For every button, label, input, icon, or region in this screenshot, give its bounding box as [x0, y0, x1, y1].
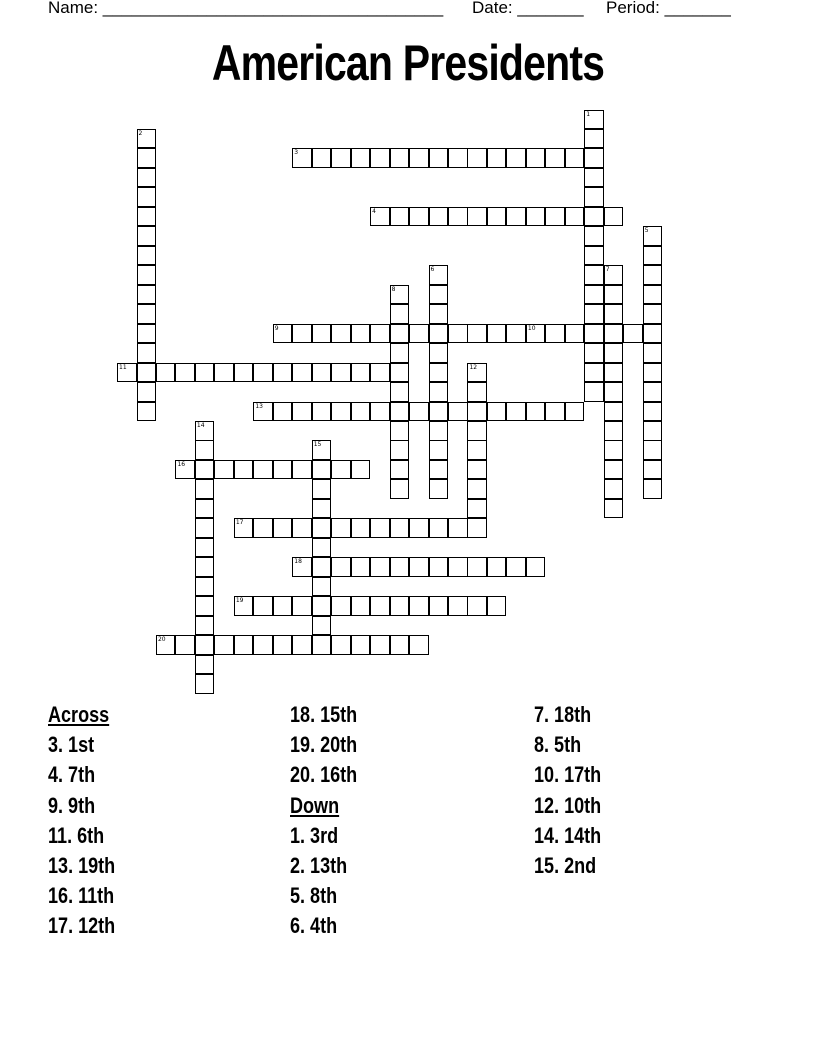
crossword-cell[interactable]: [390, 343, 410, 363]
crossword-cell[interactable]: [331, 148, 351, 168]
crossword-cell[interactable]: [487, 324, 507, 344]
crossword-cell[interactable]: [643, 402, 663, 422]
crossword-cell[interactable]: [137, 382, 157, 402]
clue-item: 7. 18th: [534, 702, 592, 727]
crossword-cell[interactable]: [643, 440, 663, 460]
clue-item: 1. 3rd: [290, 822, 339, 848]
crossword-cell[interactable]: [604, 304, 624, 324]
crossword-cell[interactable]: [565, 402, 585, 422]
clue-number: 17: [235, 519, 244, 527]
crossword-cell[interactable]: [390, 421, 410, 441]
crossword-cell[interactable]: [253, 402, 273, 422]
crossword-cell[interactable]: [487, 148, 507, 168]
crossword-cell[interactable]: [253, 635, 273, 655]
crossword-cell[interactable]: [429, 557, 449, 577]
crossword-cell[interactable]: [409, 402, 429, 422]
crossword-cell[interactable]: [370, 402, 390, 422]
crossword-cell[interactable]: [137, 324, 157, 344]
crossword-cell[interactable]: [312, 479, 332, 499]
crossword-cell[interactable]: [253, 460, 273, 480]
crossword-cell[interactable]: [545, 207, 565, 227]
crossword-cell[interactable]: [487, 402, 507, 422]
crossword-cell[interactable]: [429, 148, 449, 168]
crossword-cell[interactable]: [467, 518, 487, 538]
crossword-cell[interactable]: [137, 402, 157, 422]
clue-item: 14. 14th: [534, 822, 602, 848]
crossword-cell[interactable]: [565, 148, 585, 168]
crossword-cell[interactable]: [292, 557, 312, 577]
crossword-cell[interactable]: [448, 402, 468, 422]
crossword-cell[interactable]: [331, 557, 351, 577]
crossword-cell[interactable]: [604, 207, 624, 227]
crossword-cell[interactable]: [273, 518, 293, 538]
crossword-cell[interactable]: [312, 577, 332, 597]
crossword-cell[interactable]: [390, 479, 410, 499]
crossword-cell[interactable]: [195, 635, 215, 655]
crossword-cell[interactable]: [584, 324, 604, 344]
crossword-cell[interactable]: [409, 596, 429, 616]
crossword-cell[interactable]: [467, 148, 487, 168]
crossword-cell[interactable]: [526, 557, 546, 577]
clue-column-2: [290, 700, 357, 942]
crossword-cell[interactable]: [195, 363, 215, 383]
clue-number: 16: [177, 460, 186, 468]
crossword-cell[interactable]: [273, 402, 293, 422]
crossword-cell[interactable]: [448, 207, 468, 227]
clue-number: 13: [255, 402, 263, 410]
crossword-cell[interactable]: [390, 304, 410, 324]
crossword-cell[interactable]: [429, 265, 449, 285]
crossword-cell[interactable]: [312, 518, 332, 538]
crossword-cell[interactable]: [643, 343, 663, 363]
clue-item: 16. 11th: [48, 883, 115, 909]
crossword-cell[interactable]: [390, 596, 410, 616]
crossword-cell[interactable]: [429, 596, 449, 616]
crossword-cell[interactable]: [604, 363, 624, 383]
crossword-cell[interactable]: [390, 557, 410, 577]
crossword-cell[interactable]: [467, 382, 487, 402]
crossword-cell[interactable]: [643, 285, 663, 305]
crossword-cell[interactable]: [409, 635, 429, 655]
crossword-cell[interactable]: [643, 421, 663, 441]
crossword-cell[interactable]: [370, 557, 390, 577]
clue-item: 8. 5th: [534, 732, 582, 758]
crossword-cell[interactable]: [409, 148, 429, 168]
crossword-cell[interactable]: [448, 596, 468, 616]
crossword-cell[interactable]: [584, 226, 604, 246]
crossword-cell[interactable]: [137, 168, 157, 188]
clue-column-3: [534, 700, 601, 881]
crossword-cell[interactable]: [351, 557, 371, 577]
crossword-cell[interactable]: [312, 596, 332, 616]
crossword-cell[interactable]: [467, 596, 487, 616]
crossword-cell[interactable]: [584, 343, 604, 363]
crossword-cell[interactable]: [137, 304, 157, 324]
crossword-cell[interactable]: [448, 518, 468, 538]
crossword-cell[interactable]: [390, 363, 410, 383]
crossword-cell[interactable]: [292, 635, 312, 655]
crossword-cell[interactable]: [273, 460, 293, 480]
crossword-cell[interactable]: [137, 226, 157, 246]
clue-number: 14: [196, 422, 205, 430]
crossword-cell[interactable]: [487, 207, 507, 227]
crossword-cell[interactable]: [195, 440, 215, 460]
crossword-cell[interactable]: [312, 557, 332, 577]
crossword-cell[interactable]: [331, 596, 351, 616]
crossword-cell[interactable]: [506, 402, 526, 422]
crossword-cell[interactable]: [331, 363, 351, 383]
crossword-cell[interactable]: [429, 402, 449, 422]
crossword-cell[interactable]: [292, 324, 312, 344]
crossword-cell[interactable]: [292, 518, 312, 538]
crossword-cell[interactable]: [175, 363, 195, 383]
crossword-cell[interactable]: [584, 285, 604, 305]
crossword-cell[interactable]: [195, 557, 215, 577]
date-field[interactable]: Date: _______: [472, 0, 584, 17]
crossword-cell[interactable]: [467, 557, 487, 577]
crossword-cell[interactable]: [292, 363, 312, 383]
clue-number: 4: [372, 207, 376, 215]
crossword-cell[interactable]: [351, 635, 371, 655]
crossword-cell[interactable]: [292, 148, 312, 168]
crossword-cell[interactable]: [370, 635, 390, 655]
clue-number: 7: [605, 266, 610, 274]
crossword-cell[interactable]: [370, 596, 390, 616]
crossword-cell[interactable]: [195, 655, 215, 675]
crossword-cell[interactable]: [390, 440, 410, 460]
crossword-cell[interactable]: [175, 635, 195, 655]
crossword-cell[interactable]: [429, 207, 449, 227]
crossword-cell[interactable]: [195, 538, 215, 558]
crossword-cell[interactable]: [390, 285, 410, 305]
crossword-cell[interactable]: [584, 129, 604, 149]
crossword-cell[interactable]: [604, 479, 624, 499]
crossword-cell[interactable]: [643, 265, 663, 285]
crossword-cell[interactable]: [137, 187, 157, 207]
crossword-cell[interactable]: [390, 382, 410, 402]
crossword-cell[interactable]: [429, 440, 449, 460]
crossword-cell[interactable]: [467, 421, 487, 441]
crossword-cell[interactable]: [429, 363, 449, 383]
clue-item: 6. 4th: [290, 913, 338, 939]
crossword-cell[interactable]: [195, 596, 215, 616]
crossword-cell[interactable]: [390, 207, 410, 227]
crossword-cell[interactable]: [253, 596, 273, 616]
crossword-cell[interactable]: [370, 363, 390, 383]
clue-item: 5. 8th: [290, 883, 338, 909]
clue-section-heading: Across: [48, 702, 110, 727]
crossword-cell[interactable]: [331, 460, 351, 480]
crossword-cell[interactable]: [312, 440, 332, 460]
crossword-cell[interactable]: [312, 499, 332, 519]
crossword-cell[interactable]: [467, 402, 487, 422]
crossword-cell[interactable]: [175, 460, 195, 480]
clue-item: 11. 6th: [48, 822, 105, 848]
crossword-cell[interactable]: [604, 402, 624, 422]
crossword-cell[interactable]: [312, 363, 332, 383]
crossword-cell[interactable]: [584, 363, 604, 383]
crossword-cell[interactable]: [584, 207, 604, 227]
crossword-cell[interactable]: [448, 324, 468, 344]
crossword-cell[interactable]: [331, 635, 351, 655]
crossword-cell[interactable]: [604, 343, 624, 363]
crossword-cell[interactable]: [292, 596, 312, 616]
clue-number: 3: [294, 149, 299, 157]
crossword-cell[interactable]: [604, 460, 624, 480]
clue-number: 18: [294, 558, 302, 566]
crossword-cell[interactable]: [370, 148, 390, 168]
clue-number: 1: [586, 110, 591, 118]
clue-item: 3. 1st: [48, 732, 95, 758]
crossword-cell[interactable]: [195, 518, 215, 538]
crossword-cell[interactable]: [234, 596, 254, 616]
crossword-cell[interactable]: [137, 148, 157, 168]
clue-item: 9. 9th: [48, 792, 96, 818]
crossword-cell[interactable]: [409, 324, 429, 344]
crossword-cell[interactable]: [467, 440, 487, 460]
crossword-cell[interactable]: [292, 460, 312, 480]
crossword-cell[interactable]: [467, 207, 487, 227]
crossword-cell[interactable]: [312, 538, 332, 558]
clue-number: 11: [119, 363, 127, 371]
clue-item: 15. 2nd: [534, 853, 597, 879]
crossword-cell[interactable]: [584, 265, 604, 285]
crossword-cell[interactable]: [351, 324, 371, 344]
clue-number: 19: [235, 597, 244, 605]
crossword-cell[interactable]: [487, 596, 507, 616]
crossword-cell[interactable]: [643, 226, 663, 246]
clue-item: 19. 20th: [290, 732, 358, 758]
crossword-cell[interactable]: [234, 518, 254, 538]
crossword-cell[interactable]: [429, 285, 449, 305]
crossword-cell[interactable]: [429, 460, 449, 480]
crossword-cell[interactable]: [604, 324, 624, 344]
name-field[interactable]: Name: ____________________________________: [48, 0, 444, 17]
crossword-cell[interactable]: [545, 402, 565, 422]
crossword-cell[interactable]: [643, 479, 663, 499]
crossword-cell[interactable]: [390, 460, 410, 480]
clue-item: 13. 19th: [48, 853, 116, 879]
crossword-cell[interactable]: [331, 402, 351, 422]
crossword-cell[interactable]: [312, 402, 332, 422]
crossword-cell[interactable]: [623, 324, 643, 344]
crossword-cell[interactable]: [429, 324, 449, 344]
crossword-cell[interactable]: [643, 324, 663, 344]
crossword-cell[interactable]: [312, 635, 332, 655]
crossword-cell[interactable]: [351, 460, 371, 480]
clue-item: 2. 13th: [290, 853, 348, 879]
clue-item: 17. 12th: [48, 913, 116, 939]
clue-number: 2: [138, 129, 143, 137]
crossword-cell[interactable]: [604, 382, 624, 402]
crossword-cell[interactable]: [351, 402, 371, 422]
crossword-cell[interactable]: [584, 168, 604, 188]
crossword-cell[interactable]: [565, 324, 585, 344]
crossword-cell[interactable]: [526, 148, 546, 168]
crossword-cell[interactable]: [137, 285, 157, 305]
clue-number: 10: [527, 324, 536, 332]
crossword-cell[interactable]: [604, 440, 624, 460]
crossword-cell[interactable]: [195, 460, 215, 480]
crossword-cell[interactable]: [214, 460, 234, 480]
crossword-cell[interactable]: [370, 518, 390, 538]
crossword-cell[interactable]: [584, 382, 604, 402]
crossword-cell[interactable]: [467, 363, 487, 383]
crossword-cell[interactable]: [487, 557, 507, 577]
crossword-cell[interactable]: [253, 518, 273, 538]
crossword-cell[interactable]: [448, 557, 468, 577]
crossword-cell[interactable]: [195, 616, 215, 636]
clue-item: 12. 10th: [534, 792, 602, 818]
crossword-cell[interactable]: [584, 110, 604, 130]
crossword-cell[interactable]: [584, 187, 604, 207]
crossword-cell[interactable]: [351, 518, 371, 538]
crossword-cell[interactable]: [604, 285, 624, 305]
crossword-cell[interactable]: [643, 363, 663, 383]
crossword-cell[interactable]: [117, 363, 137, 383]
crossword-cell[interactable]: [195, 479, 215, 499]
crossword-cell[interactable]: [429, 518, 449, 538]
crossword-cell[interactable]: [195, 421, 215, 441]
clue-number: 5: [644, 227, 649, 235]
clue-number: 9: [274, 324, 279, 332]
crossword-cell[interactable]: [429, 382, 449, 402]
crossword-cell[interactable]: [351, 148, 371, 168]
crossword-cell[interactable]: [273, 324, 293, 344]
clue-item: 4. 7th: [48, 762, 96, 788]
clue-item: 20. 16th: [290, 762, 358, 788]
crossword-cell[interactable]: [448, 148, 468, 168]
crossword-cell[interactable]: [195, 499, 215, 519]
clue-number: 6: [430, 266, 435, 274]
clue-number: 8: [391, 285, 396, 293]
crossword-cell[interactable]: [506, 207, 526, 227]
crossword-cell[interactable]: [156, 635, 176, 655]
crossword-cell[interactable]: [526, 207, 546, 227]
clue-number: 20: [157, 636, 166, 644]
period-field[interactable]: Period: _______: [606, 0, 731, 17]
crossword-cell[interactable]: [351, 363, 371, 383]
crossword-cell[interactable]: [292, 402, 312, 422]
crossword-cell[interactable]: [643, 382, 663, 402]
page-title: American Presidents: [211, 35, 605, 91]
crossword-cell[interactable]: [156, 363, 176, 383]
crossword-cell[interactable]: [137, 363, 157, 383]
crossword-cell[interactable]: [137, 343, 157, 363]
crossword-cell[interactable]: [409, 207, 429, 227]
clue-section-heading: Down: [290, 792, 340, 818]
crossword-cell[interactable]: [409, 557, 429, 577]
crossword-cell[interactable]: [604, 421, 624, 441]
crossword-cell[interactable]: [137, 207, 157, 227]
crossword-cell[interactable]: [467, 499, 487, 519]
crossword-cell[interactable]: [273, 635, 293, 655]
clue-item: 18. 15th: [290, 702, 358, 727]
crossword-cell[interactable]: [137, 246, 157, 266]
crossword-cell[interactable]: [467, 479, 487, 499]
crossword-cell[interactable]: [195, 577, 215, 597]
crossword-cell[interactable]: [467, 324, 487, 344]
crossword-cell[interactable]: [331, 518, 351, 538]
crossword-cell[interactable]: [214, 635, 234, 655]
crossword-cell[interactable]: [506, 324, 526, 344]
crossword-cell[interactable]: [137, 129, 157, 149]
crossword-cell[interactable]: [195, 674, 215, 694]
crossword-cell[interactable]: [429, 343, 449, 363]
clue-number: 12: [469, 363, 478, 371]
crossword-cell[interactable]: [506, 148, 526, 168]
clue-item: 10. 17th: [534, 762, 602, 788]
crossword-cell[interactable]: [526, 324, 546, 344]
crossword-cell[interactable]: [506, 557, 526, 577]
crossword-cell[interactable]: [390, 518, 410, 538]
crossword-cell[interactable]: [565, 207, 585, 227]
crossword-cell[interactable]: [643, 246, 663, 266]
crossword-cell[interactable]: [370, 324, 390, 344]
crossword-cell[interactable]: [234, 460, 254, 480]
crossword-cell[interactable]: [234, 363, 254, 383]
crossword-cell[interactable]: [312, 616, 332, 636]
crossword-cell[interactable]: [331, 324, 351, 344]
crossword-cell[interactable]: [370, 207, 390, 227]
crossword-cell[interactable]: [643, 304, 663, 324]
clue-column-1: [48, 700, 115, 942]
crossword-cell[interactable]: [545, 324, 565, 344]
crossword-cell[interactable]: [584, 246, 604, 266]
crossword-cell[interactable]: [545, 148, 565, 168]
crossword-cell[interactable]: [234, 635, 254, 655]
crossword-cell[interactable]: [273, 596, 293, 616]
crossword-cell[interactable]: [467, 460, 487, 480]
crossword-cell[interactable]: [390, 148, 410, 168]
crossword-cell[interactable]: [429, 304, 449, 324]
crossword-cell[interactable]: [584, 148, 604, 168]
crossword-cell[interactable]: [526, 402, 546, 422]
crossword-cell[interactable]: [312, 148, 332, 168]
crossword-cell[interactable]: [214, 363, 234, 383]
crossword-cell[interactable]: [253, 363, 273, 383]
crossword-cell[interactable]: [390, 324, 410, 344]
crossword-cell[interactable]: [273, 363, 293, 383]
crossword-cell[interactable]: [584, 304, 604, 324]
crossword-cell[interactable]: [429, 421, 449, 441]
crossword-cell[interactable]: [604, 265, 624, 285]
crossword-cell[interactable]: [390, 402, 410, 422]
crossword-cell[interactable]: [351, 596, 371, 616]
crossword-cell[interactable]: [429, 479, 449, 499]
crossword-cell[interactable]: [390, 635, 410, 655]
crossword-cell[interactable]: [643, 460, 663, 480]
crossword-cell[interactable]: [137, 265, 157, 285]
clue-number: 15: [313, 441, 322, 449]
crossword-cell[interactable]: [312, 460, 332, 480]
crossword-cell[interactable]: [604, 499, 624, 519]
crossword-cell[interactable]: [409, 518, 429, 538]
crossword-cell[interactable]: [312, 324, 332, 344]
